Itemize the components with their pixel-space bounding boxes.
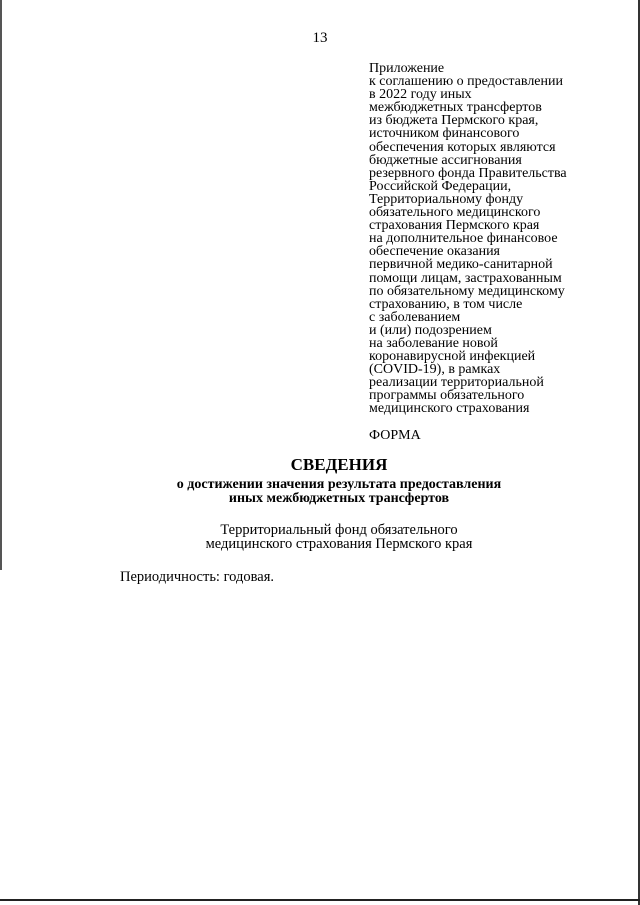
appendix-line: страхованию, в том числе [369, 296, 523, 312]
appendix-line: (COVID-19), в рамках [369, 362, 501, 378]
appendix-line: реализации территориальной [369, 375, 544, 391]
appendix-line: программы обязательного [369, 388, 525, 404]
organization-line: Территориальный фонд обязательного [220, 522, 458, 538]
appendix-line: Территориальному фонду [369, 191, 524, 207]
appendix-line: страхования Пермского края [369, 218, 540, 234]
appendix-block [369, 62, 631, 416]
document-title: СВЕДЕНИЯ [290, 455, 388, 474]
appendix-line: коронавирусной инфекцией [369, 349, 536, 365]
appendix-line: к соглашению о предоставлении [369, 74, 563, 90]
appendix-line: помощи лицам, застрахованным [369, 270, 562, 286]
appendix-line: Приложение [369, 61, 445, 76]
appendix-line: обеспечения которых являются [369, 139, 556, 155]
appendix-line: с заболеванием [369, 309, 461, 325]
subtitle-line: о достижении значения результата предоставления [176, 477, 502, 492]
appendix-line: по обязательному медицинскому [369, 283, 565, 299]
appendix-line: в 2022 году иных [369, 87, 472, 103]
appendix-line: бюджетные ассигнования [369, 152, 522, 168]
form-label: ФОРМА [369, 428, 421, 443]
appendix-line: резервного фонда Правительства [369, 165, 567, 181]
page-number: 13 [312, 30, 328, 46]
appendix-line: и (или) подозрением [369, 322, 492, 338]
appendix-line: источником финансового [369, 126, 520, 142]
document-subtitle [0, 478, 640, 506]
appendix-line: первичной медико-санитарной [369, 257, 553, 273]
appendix-line: на дополнительное финансовое [369, 231, 558, 247]
organization-line: медицинского страхования Пермского края [205, 536, 473, 552]
appendix-line: Российской Федерации, [369, 178, 512, 194]
scan-bottom-edge [0, 899, 640, 901]
appendix-line: на заболевание новой [369, 335, 498, 351]
periodicity-text: Периодичность: годовая. [120, 569, 275, 585]
subtitle-line: иных межбюджетных трансфертов [228, 491, 450, 506]
appendix-line: межбюджетных трансфертов [369, 100, 542, 116]
organization-name [0, 523, 640, 551]
appendix-line: обеспечение оказания [369, 244, 500, 260]
appendix-line: обязательного медицинского [369, 205, 541, 221]
appendix-line: из бюджета Пермского края, [369, 113, 539, 129]
appendix-line: медицинского страхования [369, 401, 530, 417]
